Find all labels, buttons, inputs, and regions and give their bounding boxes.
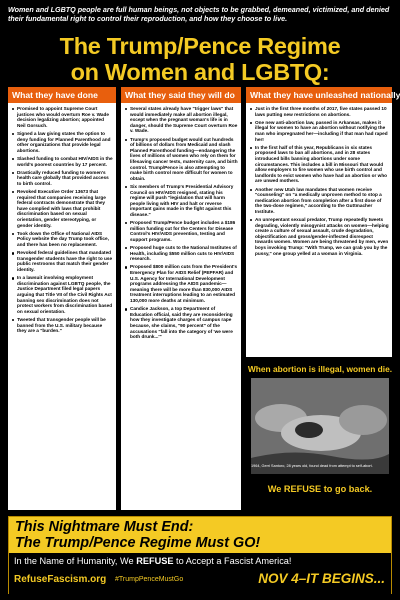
bullet-item: Trump's proposed budget would cut hundreds of billions of dollars from Medicaid and slash Planned Parenthood funding—endangering the lives of millions of women who rely on them for lifesaving cancer tests, maternity care, and birth control. Trump/Pence is also attempting to make birth control more difficult for women to obtain. [124,137,238,182]
bullet-item: Proposed huge cuts to the National Institutes of Health, including $550 million cuts to HIV/AIDS research. [124,245,238,262]
bullet-item: One new anti-abortion law, passed in Arkansas, makes it illegal for women to have an abortion without notifying the man who impregnated her—including if that man had raped her! [249,120,389,142]
column-header: What they said they will do [121,87,241,103]
bullet-item: Proposed $800 million cuts from the President's Emergency Plan for AIDS Relief (PEPFAR) and U.S. Agency for International Development programs addressing the AIDS pandemic—meaning there will be more than 830,000 AIDS treatment interruptions leading to an estimated 130,000 more deaths at minimum. [124,264,238,303]
banner-footer [9,553,391,594]
column-body [121,103,241,510]
bullet-item: Slashed funding to combat HIV/AIDS in the world's poorest countries by 17 percent. [11,156,113,167]
column-will-do [121,87,241,510]
headline-line-2: on Women and LGBTQ: [70,59,330,85]
bullet-list [124,106,238,340]
photo-caption: 1964, Gerri Santoro, 28 years old, found dead from attempt to self-abort. [251,464,373,468]
headline-line-1: The Trump/Pence Regime [59,33,341,59]
column-header: What they have unleashed nationally [246,87,392,103]
bullet-item: In the first half of this year, Republicans in six states proposed laws to ban all abortions, and in 28 states introduced bills banning abortions under some circumstances. This includes a bill in Missouri that would allow employers to fire women who use birth control and landlords to evict women who have had an abortion or who are unwed mothers. [249,145,389,184]
headline [8,33,392,85]
intro-text: Women and LGBTQ people are full human beings, not objects to be grabbed, demeaned, victimized, and denied their fundamental right to control their reproduction, and how they choose to live. [8,5,390,23]
bullet-item: An unrepentant sexual predator, Trump repeatedly tweets degrading, violently misogynist attacks on women—helping create a culture of sexual assault, crude degradation, objectification and gross/gender-inflected disrespect towards women. Women are being threatened by men, even boys invoking Trump: "With Trump, we can grab you by the pussy," one group yelled at a woman in Virginia. [249,217,389,256]
bullet-list [249,106,389,256]
columns-section [8,87,400,510]
hashtag: #TrumpPenceMustGo [115,576,184,583]
call-to-action-banner [8,516,392,594]
photo-illustration [251,378,389,474]
bullet-item: Signed a law giving states the option to deny funding for Planned Parenthood and other organizations that provide legal abortions. [11,131,113,153]
statement-pre: In the Name of Humanity, We [14,556,137,566]
bullet-item: Another new Utah law mandates that women receive "counseling" on "a medically unproven method to stop a medication abortion from completion after a first dose of the two-dose regimen," according to the Guttmacher Institute. [249,187,389,215]
statement-emphasis: REFUSE [136,556,174,566]
bullet-item: Took down the Office of National AIDS Policy website the day Trump took office, and there has been no replacement. [11,231,113,248]
column-body [8,103,116,510]
bullet-item: Just in the first three months of 2017, five states passed 10 laws putting new restrictions on abortions. [249,106,389,117]
column-body [246,103,392,357]
bullet-list [11,106,113,334]
statement [14,555,291,567]
bullet-item: Revoked Executive Order 13673 that required that companies receiving large federal contracts demonstrate that they have complied with laws that prohibit discrimination based on sexual orientation, gender stereotyping, or gender identity. [11,189,113,228]
banner-line-2: The Trump/Pence Regime Must GO! [15,535,261,551]
historic-photo [251,378,389,474]
photo-panel [246,359,392,510]
column-header: What they have done [8,87,116,103]
bullet-item: Promised to appoint Supreme Court justices who would overturn Roe v. Wade decision legalizing abortion; appointed Neil Gorsuch. [11,106,113,128]
bullet-item: In a lawsuit involving employment discrimination against LGBTQ people, the Justice Department filed legal papers arguing that Title VII of the Civil Rights Act banning sex discrimination does not protect workers from discrimination based on sexual orientation. [11,275,113,314]
website-link[interactable]: RefuseFascism.org [14,574,107,585]
statement-post: to Accept a Fascist America! [173,556,292,566]
banner-line-1: This Nightmare Must End: [15,519,194,535]
column-done [8,87,116,510]
bullet-item: Revoked federal guidelines that mandated transgender students have the right to use public restrooms that match their gender identity. [11,250,113,272]
bullet-item: Drastically reduced funding to women's health care globally that provided access to birth control. [11,170,113,187]
tagline: We REFUSE to go back. [267,484,373,494]
column-unleashed [246,87,400,357]
bullet-item: Tweeted that transgender people will be banned from the U.S. military because they are a "burden." [11,317,113,334]
bullet-item: Candice Jackson, a top Department of Education official, said they are reconsidering how they investigate charges of campus rape because, she claims, "90 percent" of the accusations "fall into the category of 'we were both drunk...'" [124,306,238,340]
bullet-item: Proposed Trump/Pence budget includes a $186 million funding cut for the Centers for Disease Control's HIV/AIDS prevention, testing and support programs. [124,220,238,242]
bullet-item: Six members of Trump's Presidential Advisory Council on HIV/AIDS resigned, stating his regime will push "legislation that will harm people living with HIV and halt or reverse important gains made in the fight against this disease." [124,184,238,218]
event-date: NOV 4–IT BEGINS... [258,571,385,586]
bullet-item: Several states already have "trigger laws" that would immediately make all abortion illegal, except when the pregnant woman's life is in danger, should the Supreme Court overturn Roe v. Wade. [124,106,238,134]
photo-title: When abortion is illegal, women die. [247,364,393,374]
